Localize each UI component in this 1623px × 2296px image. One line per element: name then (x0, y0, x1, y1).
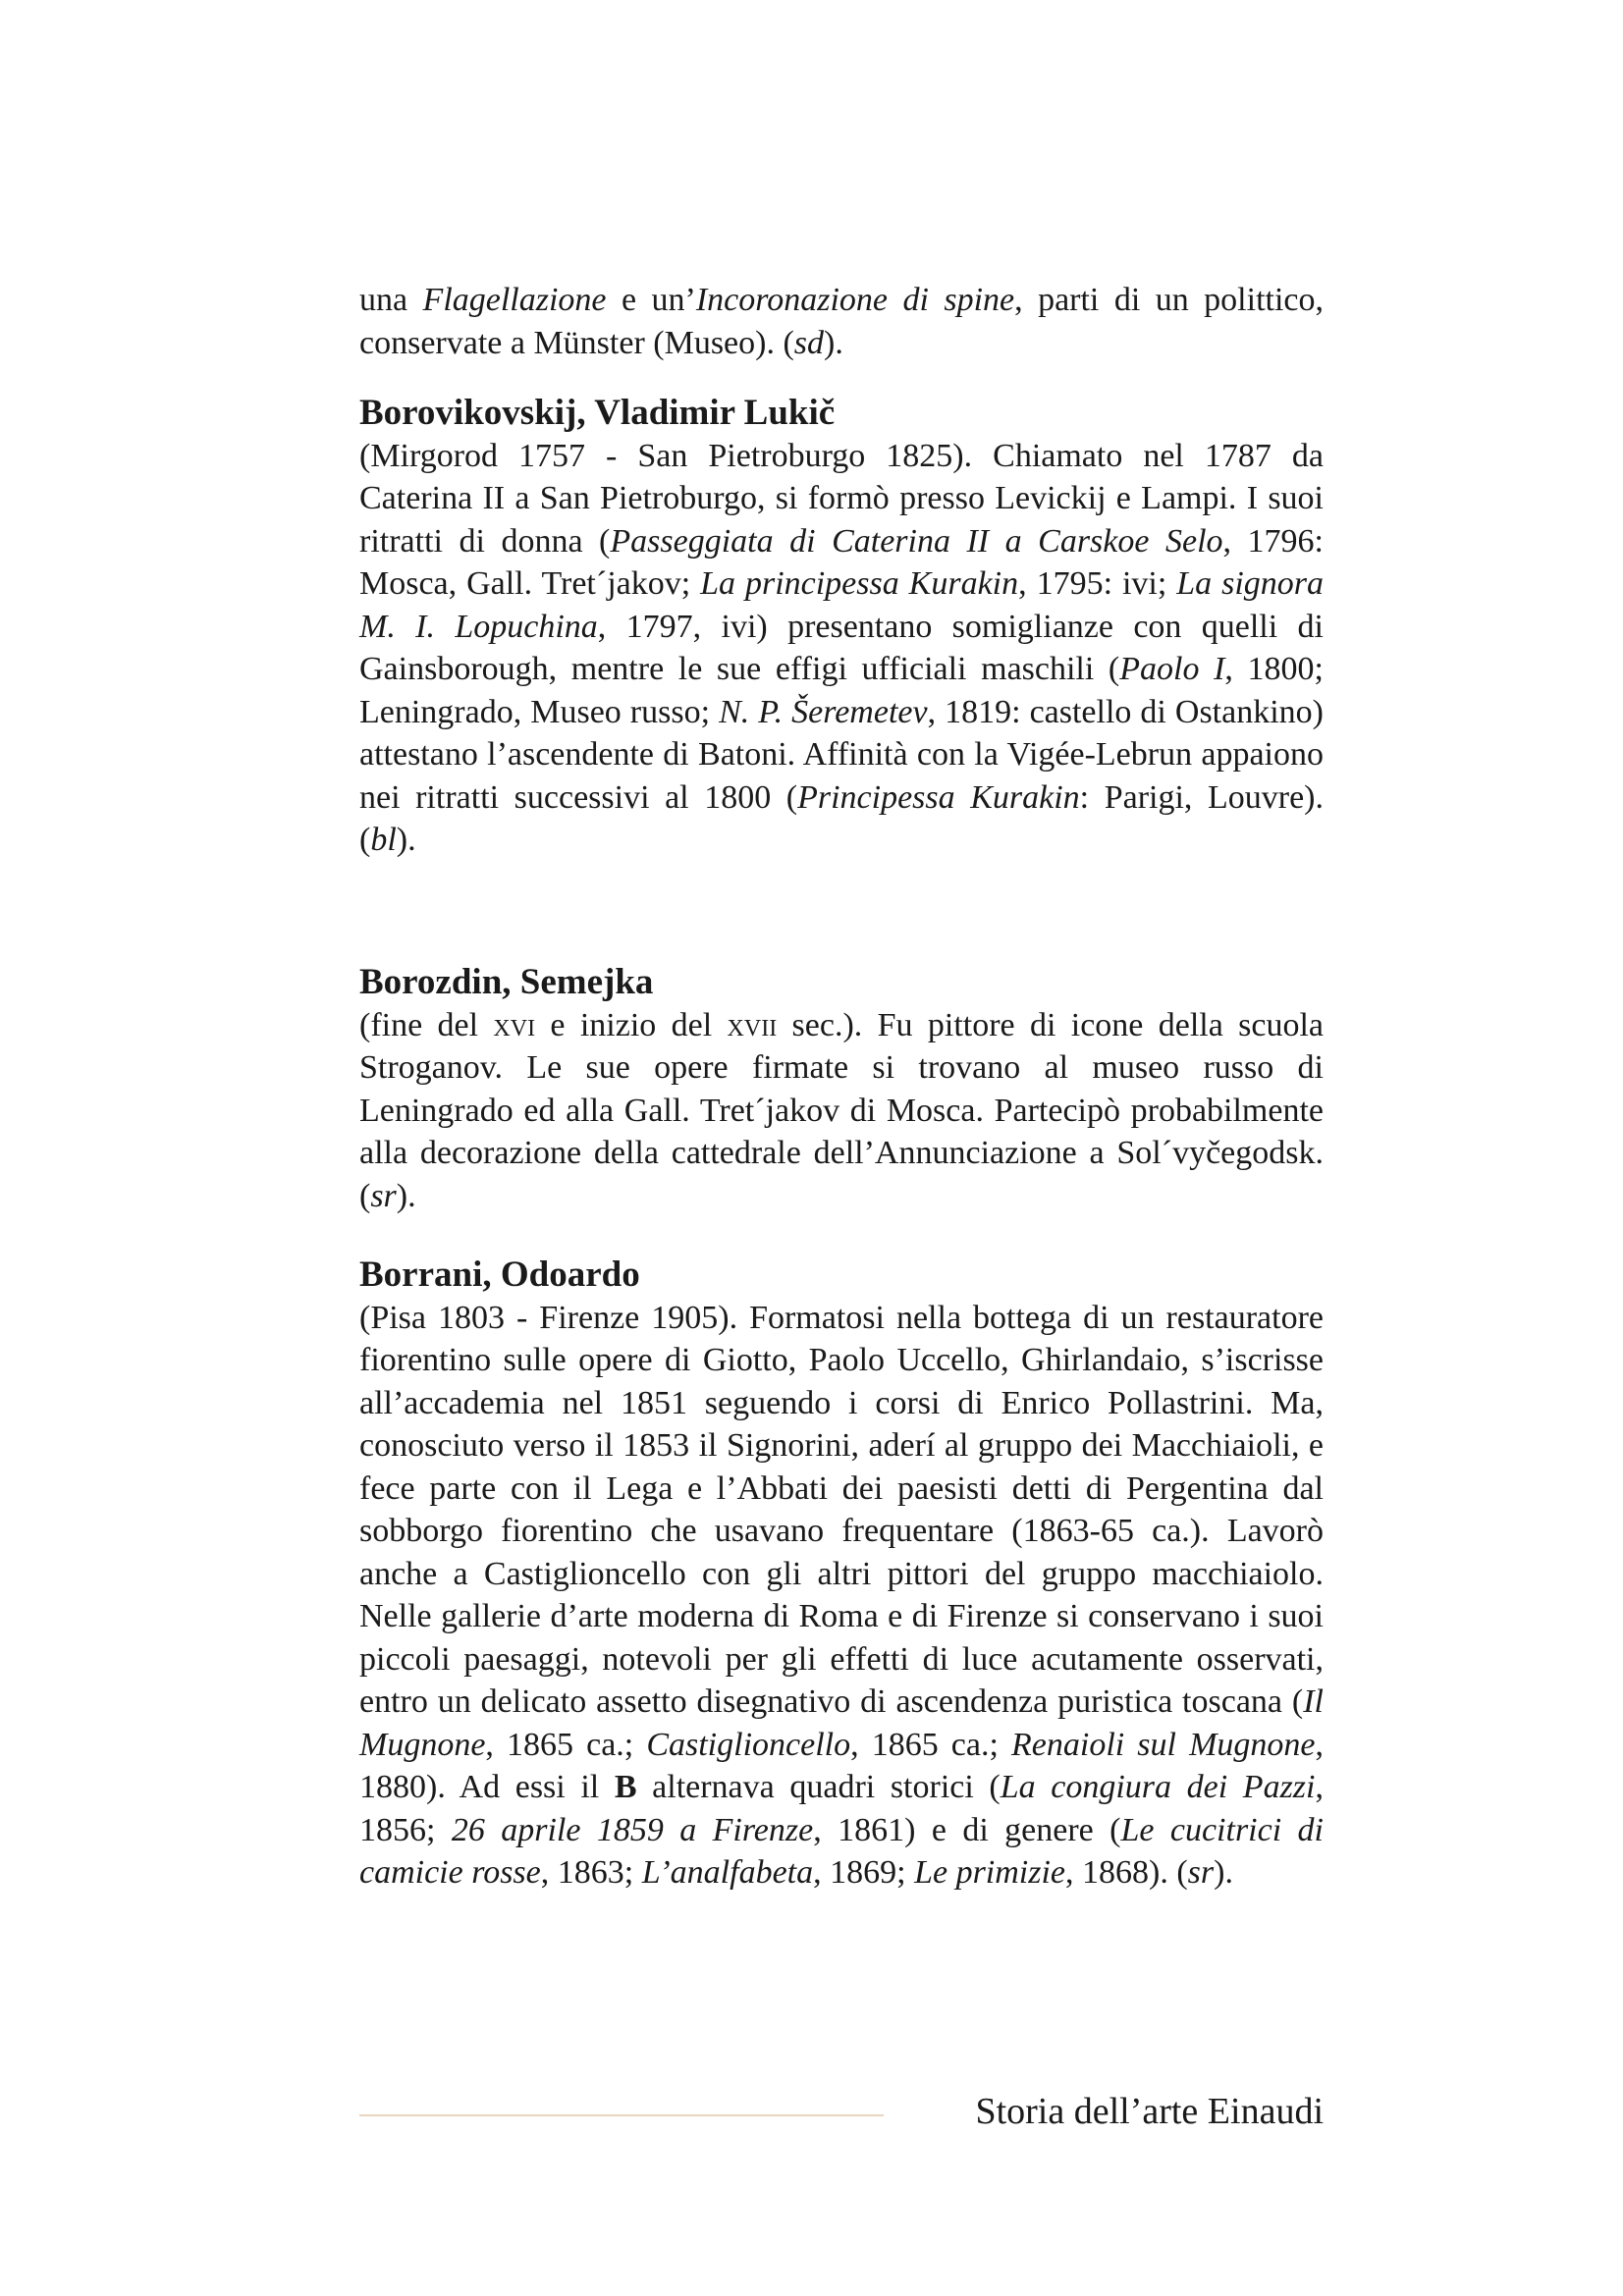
text-segment: , 1795: ivi; (1018, 565, 1177, 602)
italic-text: La congiura dei Pazzi (1000, 1769, 1316, 1805)
text-segment: ). (824, 324, 843, 361)
text-segment: e inizio del (535, 1006, 728, 1043)
italic-text: bl (370, 822, 397, 858)
text-segment: e un’ (606, 282, 696, 318)
footer-rule (359, 2114, 884, 2116)
entry-body (359, 435, 1324, 862)
italic-text: Flagellazione (422, 282, 607, 318)
text-segment: , 1865 ca.; (850, 1726, 1012, 1763)
text-segment: , 1796: Mosca, Gall. Tret´jakov; (359, 522, 1324, 602)
text-segment: xvii (727, 1006, 778, 1043)
entry-title: Borozdin, Semejka (359, 962, 654, 1002)
italic-text: La signora M. I. Lopuchina (359, 565, 1324, 645)
italic-text: Le cucitrici di camicie rosse (359, 1811, 1325, 1891)
italic-text: Principessa Kurakin (797, 778, 1080, 816)
text-segment: , 1880). Ad essi il (359, 1726, 1324, 1805)
italic-text: Castiglioncello (646, 1726, 851, 1763)
text-segment: ). (396, 822, 416, 858)
text-segment: ). (396, 1177, 416, 1214)
text-segment: , 1800; Leningrado, Museo russo; (359, 651, 1324, 730)
text-segment: , 1869; (813, 1854, 915, 1891)
entry-body (359, 1297, 1324, 1895)
entry-borrani (359, 1254, 1324, 1895)
italic-text: sd (793, 324, 825, 361)
italic-text: La principessa Kurakin (700, 565, 1019, 602)
text-segment: sec.). Fu pittore di icone della scuola Stroganov. Le sue opere firmate si trovano al museo russo di Leningrado ed alla Gall. Tret´jakov di Mosca. Partecipò probabilmente alla decorazione della cattedrale dell’Annunciazione a Sol´vyčegodsk. ( (359, 1006, 1325, 1214)
intro-paragraph (359, 279, 1324, 364)
text-segment: (Mirgorod 1757 - San Pietroburgo 1825). Chiamato nel 1787 da Caterina II a San Pietroburgo, si formò presso Levickij e Lampi. I suoi ritratti di donna ( (359, 437, 1324, 560)
entry-body (359, 1004, 1324, 1218)
continued-paragraph (359, 279, 1324, 364)
text-segment: xvi (493, 1006, 536, 1043)
italic-text: sr (370, 1177, 397, 1214)
text-segment: , 1863; (540, 1854, 642, 1891)
italic-text: Renaioli sul Mugnone (1011, 1726, 1316, 1763)
entry-title: Borovikovskij, Vladimir Lukič (359, 393, 836, 433)
text-segment: alternava quadri storici ( (636, 1769, 1001, 1805)
text-segment: (fine del (359, 1006, 494, 1043)
text-segment: , 1856; (359, 1769, 1324, 1848)
footer-publisher: Storia dell’arte Einaudi (975, 2091, 1324, 2132)
italic-text: 26 aprile 1859 a Firenze (451, 1811, 814, 1848)
italic-text: L’analfabeta (641, 1854, 814, 1891)
entry-borozdin (359, 961, 1324, 1217)
text-segment: , 1868). ( (1065, 1854, 1188, 1891)
italic-text: Le primizie (914, 1854, 1066, 1891)
text-segment: , parti di un polittico, conservate a Münster (Museo). ( (359, 282, 1325, 361)
italic-text: sr (1187, 1854, 1215, 1891)
text-segment: , 1797, ivi) presentano somiglianze con quelli di Gainsborough, mentre le sue effigi ufficiali maschili ( (359, 608, 1324, 687)
text-segment: : Parigi, Louvre). ( (359, 778, 1324, 858)
text-segment: (Pisa 1803 - Firenze 1905). Formatosi nella bottega di un restauratore fiorentino sulle opere di Giotto, Paolo Uccello, Ghirlandaio, s’iscrisse all’accademia nel 1851 seguendo i corsi di Enrico Pollastrini. Ma, conosciuto verso il 1853 il Signorini, aderí al gruppo dei Macchiaioli, e fece parte con il Lega e l’Abbati dei paesisti detti di Pergentina dal sobborgo fiorentino che usavano frequentare (1863-65 ca.). Lavorò anche a Castiglioncello con gli altri pittori del gruppo macchiaiolo. Nelle gallerie d’arte moderna di Roma e di Firenze si conservano i suoi piccoli paesaggi, notevoli per gli effetti di luce acutamente osservati, entro un delicato assetto disegnativo di ascendenza puristica toscana ( (359, 1299, 1324, 1720)
italic-text: Paolo I (1119, 651, 1225, 687)
italic-text: N. P. Šeremetev (719, 693, 928, 730)
italic-text: Il Mugnone (359, 1683, 1324, 1763)
text-segment: , 1861) e di genere ( (813, 1811, 1121, 1848)
text-segment: una (359, 282, 423, 318)
bold-text: B (614, 1769, 637, 1805)
entry-borovikovskij (359, 392, 1324, 862)
text-segment: , 1819: castello di Ostankino) attestano l’ascendente di Batoni. Affinità con la Vigée-Lebrun appaiono nei ritratti successivi al 1800 ( (359, 693, 1324, 816)
italic-text: Incoronazione di spine (695, 282, 1015, 318)
italic-text: Passeggiata di Caterina II a Carskoe Selo (610, 522, 1223, 560)
text-segment: ). (1214, 1854, 1233, 1891)
text-segment: , 1865 ca.; (485, 1726, 647, 1763)
entry-title: Borrani, Odoardo (359, 1255, 640, 1295)
